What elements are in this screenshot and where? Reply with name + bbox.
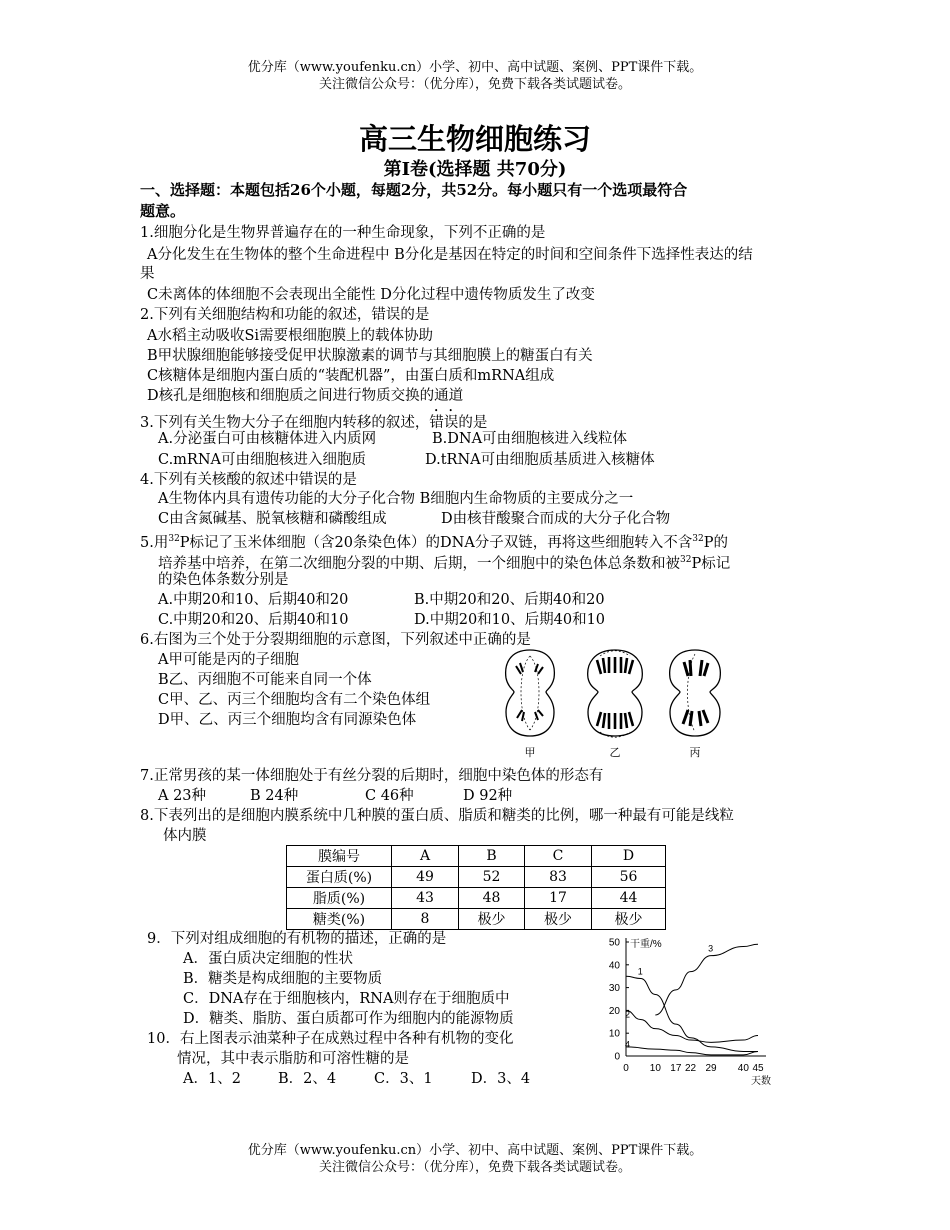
cell-yi (588, 650, 643, 737)
cell-division-figure (500, 646, 730, 761)
table-header-cell: C (525, 846, 592, 867)
series-line-3 (655, 944, 758, 1015)
page-title: 高三生物细胞练习 (358, 122, 591, 156)
table-cell: 52 (459, 867, 525, 888)
q1-options-ab: A分化发生在生物体的整个生命进程中 B分化是基因在特定的时间和空间条件下选择性表达的结 (147, 247, 753, 263)
table-cell: 极少 (525, 909, 592, 930)
q5-line1-c: P的 (703, 534, 729, 551)
q1-stem: 1.细胞分化是生物界普遍存在的一种生命现象，下列不正确的是 (140, 225, 546, 241)
table-row (287, 888, 666, 909)
q5-line1-b: P标记了玉米体细胞（含20条染色体）的DNA分子双链，再将这些细胞转入不含 (179, 534, 693, 551)
q2-option-d: D核孔是细胞核和细胞质之间进行物质交换的通道 (147, 388, 464, 404)
y-tick-label: 50 (608, 937, 620, 949)
y-tick-label: 10 (608, 1028, 620, 1040)
q5-sup-2: 32 (692, 534, 704, 544)
x-axis-label: 天数 (751, 1076, 771, 1087)
q7-stem: 7.正常男孩的某一体细胞处于有丝分裂的后期时，细胞中染色体的形态有 (140, 768, 604, 784)
section-instructions-line2: 题意。 (140, 202, 186, 220)
q5-sup-3: 32 (680, 555, 692, 565)
x-tick-label: 10 (649, 1063, 661, 1074)
table-cell: 56 (592, 867, 666, 888)
chart-series (625, 944, 758, 1055)
q6-option-b: B乙、丙细胞不可能来自同一个体 (158, 672, 372, 688)
q5-line3: 的染色体条数分别是 (158, 572, 289, 588)
page-header-line2: 关注微信公众号：（优分库），免费下载各类试题试卷。 (318, 77, 631, 92)
cell-label-bing: 丙 (689, 746, 701, 759)
q5-line2-b: P标记 (691, 555, 731, 572)
q4-option-d: D由核苷酸聚合而成的大分子化合物 (441, 511, 671, 527)
table-header-row (287, 846, 666, 867)
q2-stem: 2.下列有关细胞结构和功能的叙述，错误的是 (140, 307, 430, 323)
x-tick-label: 29 (705, 1063, 717, 1074)
q10-option-b: B．2、4 (278, 1071, 337, 1087)
cell-bing (670, 650, 721, 736)
cell-label-jia: 甲 (524, 746, 536, 759)
series-label-1: 1 (637, 966, 643, 977)
table-cell: 蛋白质(%) (287, 867, 392, 888)
table-row (287, 867, 666, 888)
q10-option-c: C．3、1 (374, 1071, 433, 1087)
q8-stem-cont: 体内膜 (163, 828, 207, 844)
q3-option-b: B.DNA可由细胞核进入线粒体 (432, 431, 628, 447)
q4-options-ab: A生物体内具有遗传功能的大分子化合物 B细胞内生命物质的主要成分之一 (158, 491, 634, 507)
q1-options-ab-cont: 果 (140, 266, 155, 282)
y-tick-label: 0 (614, 1051, 620, 1063)
table-cell: 49 (392, 867, 459, 888)
q5-option-b: B.中期20和20、后期40和20 (414, 592, 605, 608)
q7-option-d: D 92种 (463, 788, 513, 804)
q6-option-c: C甲、乙、丙三个细胞均含有二个染色体组 (158, 692, 431, 708)
q3-stem-post: 的是 (458, 415, 488, 431)
q4-stem: 4.下列有关核酸的叙述中错误的是 (140, 472, 357, 488)
y-tick-label: 40 (608, 960, 620, 972)
q10-option-a: A．1、2 (183, 1071, 241, 1087)
q5-option-d: D.中期20和10、后期40和10 (414, 612, 606, 628)
q3-stem-pre: 3.下列有关生物大分子在细胞内转移的叙述， (140, 415, 430, 431)
table-cell: 17 (525, 888, 592, 909)
q5-sup-1: 32 (168, 534, 180, 544)
table-header-cell: A (392, 846, 459, 867)
q6-option-a: A甲可能是丙的子细胞 (158, 652, 299, 668)
q10-stem: 10．右上图表示油菜种子在成熟过程中各种有机物的变化 (147, 1031, 514, 1047)
table-cell: 8 (392, 909, 459, 930)
q3-option-d: D.tRNA可由细胞质基质进入核糖体 (425, 452, 655, 468)
q3-stem-emphasis: 错误 (429, 415, 459, 431)
x-tick-label: 40 (737, 1063, 749, 1074)
q4-option-c: C由含氮碱基、脱氧核糖和磷酸组成 (158, 511, 387, 527)
q9-option-d: D．糖类、脂肪、蛋白质都可作为细胞内的能源物质 (183, 1011, 514, 1027)
section-instructions-line1: 一、选择题：本题包括26个小题，每题2分，共52分。每小题只有一个选项最符合 (140, 181, 688, 199)
q3-option-a: A.分泌蛋白可由核糖体进入内质网 (158, 431, 377, 447)
table-row (287, 909, 666, 930)
x-tick-label: 45 (752, 1063, 764, 1074)
q2-option-b: B甲状腺细胞能够接受促甲状腺激素的调节与其细胞膜上的糖蛋白有关 (147, 348, 593, 364)
q2-option-a: A水稻主动吸收Si需要根细胞膜上的载体协助 (147, 328, 434, 344)
q9-option-c: C．DNA存在于细胞核内，RNA则存在于细胞质中 (183, 991, 510, 1007)
table-header-cell: 膜编号 (287, 846, 392, 867)
x-tick-label: 17 (670, 1063, 682, 1074)
table-cell: 极少 (592, 909, 666, 930)
q9-stem: 9．下列对组成细胞的有机物的描述，正确的是 (147, 931, 447, 947)
q9-option-a: A．蛋白质决定细胞的性状 (183, 951, 353, 967)
membrane-table (286, 845, 666, 930)
cell-jia (506, 650, 555, 736)
q10-option-d: D．3、4 (471, 1071, 531, 1087)
chart-axes (609, 937, 771, 1087)
q8-stem: 8.下表列出的是细胞内膜系统中几种膜的蛋白质、脂质和糖类的比例，哪一种最有可能是线粒 (140, 808, 734, 824)
q6-option-d: D甲、乙、丙三个细胞均含有同源染色体 (158, 712, 417, 728)
y-axis-label: 干重/% (630, 939, 662, 950)
table-cell: 极少 (459, 909, 525, 930)
x-tick-label: 22 (684, 1063, 697, 1074)
q7-option-b: B 24种 (250, 788, 299, 804)
cell-label-yi: 乙 (609, 746, 621, 759)
page-footer-line2: 关注微信公众号：（优分库），免费下载各类试题试卷。 (318, 1160, 631, 1175)
q5-option-c: C.中期20和20、后期40和10 (158, 612, 349, 628)
q7-option-c: C 46种 (365, 788, 414, 804)
q3-option-c: C.mRNA可由细胞核进入细胞质 (158, 452, 367, 468)
table-header-cell: B (459, 846, 525, 867)
series-label-3: 3 (708, 943, 714, 954)
q5-line2-a: 培养基中培养，在第二次细胞分裂的中期、后期，一个细胞中的染色体总条数和被 (158, 555, 680, 572)
table-cell: 48 (459, 888, 525, 909)
q6-stem: 6.右图为三个处于分裂期细胞的示意图，下列叙述中正确的是 (140, 632, 531, 648)
x-tick-label: 0 (623, 1063, 629, 1074)
q1-options-cd: C未离体的体细胞不会表现出全能性 D分化过程中遗传物质发生了改变 (147, 287, 595, 303)
q10-stem-cont: 情况，其中表示脂肪和可溶性糖的是 (177, 1051, 409, 1067)
table-cell: 83 (525, 867, 592, 888)
table-cell: 43 (392, 888, 459, 909)
q7-option-a: A 23种 (158, 788, 207, 804)
series-label-2: 2 (625, 1009, 631, 1020)
table-cell: 脂质(%) (287, 888, 392, 909)
q5-line1-a: 5.用 (140, 534, 169, 551)
q9-option-b: B．糖类是构成细胞的主要物质 (183, 971, 383, 987)
table-cell: 糖类(%) (287, 909, 392, 930)
series-label-4: 4 (625, 1039, 631, 1050)
page-footer-line1: 优分库（www.youfenku.cn）小学、初中、高中试题、案例、PPT课件下载。 (247, 1143, 703, 1158)
seed-composition-chart (598, 936, 773, 1092)
page-header-line1: 优分库（www.youfenku.cn）小学、初中、高中试题、案例、PPT课件下载。 (247, 60, 703, 75)
table-cell: 44 (592, 888, 666, 909)
y-tick-label: 20 (608, 1005, 620, 1017)
table-header-cell: D (592, 846, 666, 867)
q2-option-c: C核糖体是细胞内蛋白质的“装配机器”，由蛋白质和mRNA组成 (147, 368, 555, 384)
q5-option-a: A.中期20和10、后期40和20 (158, 592, 349, 608)
y-tick-label: 30 (608, 983, 620, 995)
page-subtitle: 第Ⅰ卷(选择题 共70分) (383, 159, 567, 180)
